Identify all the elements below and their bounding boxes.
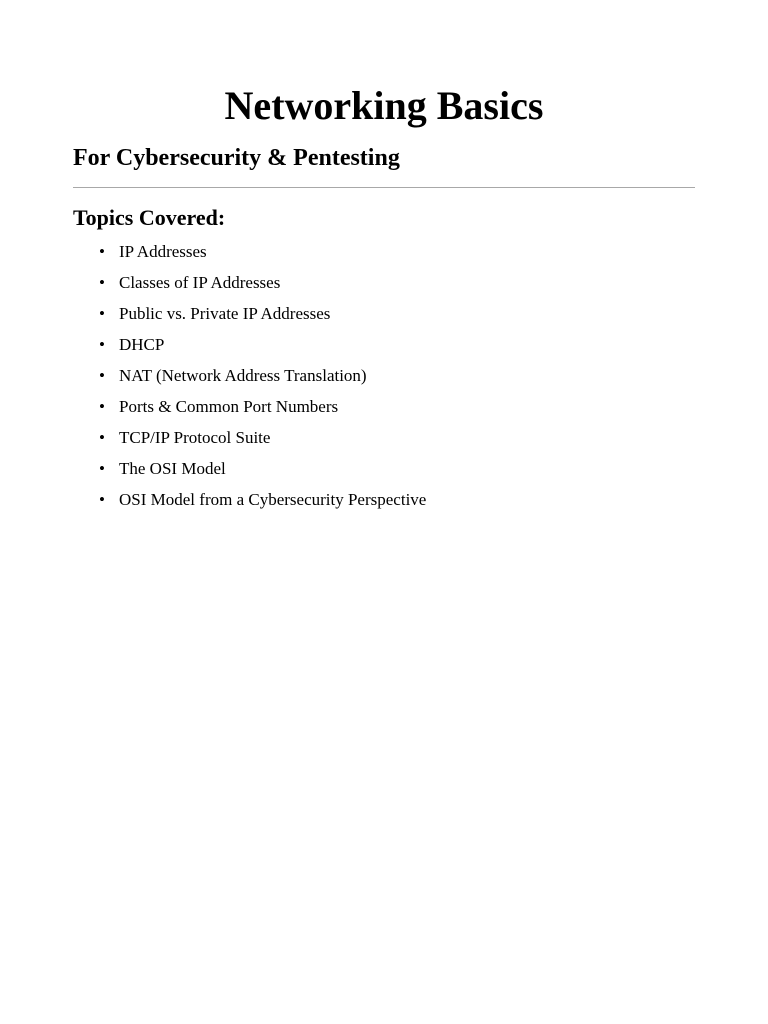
section-heading: Topics Covered: xyxy=(73,205,226,230)
bullet-icon: • xyxy=(99,366,105,385)
topic-label: DHCP xyxy=(119,335,165,354)
bullet-icon: • xyxy=(99,428,105,447)
bullet-icon: • xyxy=(99,273,105,292)
topic-label: Ports & Common Port Numbers xyxy=(119,397,339,416)
divider xyxy=(73,187,695,188)
bullet-icon: • xyxy=(99,459,105,478)
topic-label: The OSI Model xyxy=(119,459,226,478)
topic-label: Classes of IP Addresses xyxy=(119,273,281,292)
page-subtitle: For Cybersecurity & Pentesting xyxy=(73,145,400,171)
bullet-icon: • xyxy=(99,397,105,416)
bullet-icon: • xyxy=(99,304,105,323)
topic-label: NAT (Network Address Translation) xyxy=(119,366,367,385)
topic-label: Public vs. Private IP Addresses xyxy=(119,304,331,323)
topic-label: TCP/IP Protocol Suite xyxy=(119,428,271,447)
bullet-icon: • xyxy=(99,335,105,354)
topic-label: OSI Model from a Cybersecurity Perspective xyxy=(119,490,427,509)
page-title: Networking Basics xyxy=(224,83,544,128)
bullet-icon: • xyxy=(99,490,105,509)
topic-label: IP Addresses xyxy=(119,242,207,261)
bullet-icon: • xyxy=(99,242,105,261)
